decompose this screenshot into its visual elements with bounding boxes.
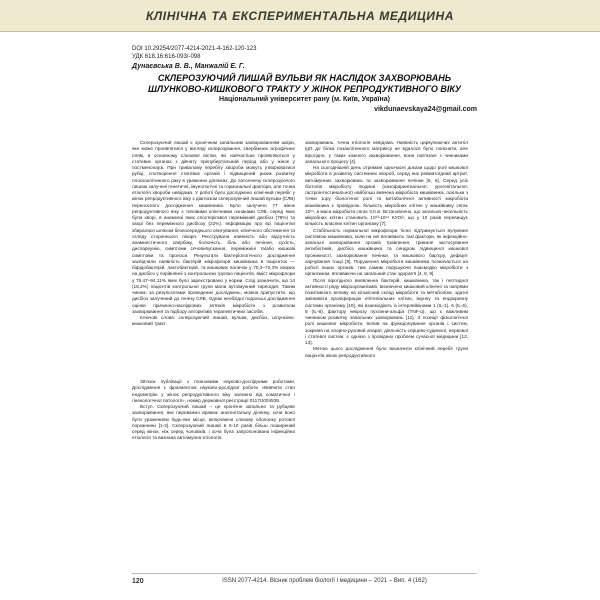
- page-number: 120: [132, 577, 144, 585]
- right-column: [305, 140, 468, 565]
- article-metadata: [132, 46, 256, 61]
- body-paragraph: захворювань, точна етіологія невідома. Наявність циркулюючих антитіл IgG до білка позаклітинного матриксу не вдалося було пояснити, але вірогідно, у таких кожного захворювання, вони пов'язані з чинниками запального процесу [4].: [305, 140, 468, 164]
- body-paragraph: Після вірогідного виявлення бактерій, кишківника, так і пептидної активності ряду мікрооргаанізмів, визначено кишковий клінічні та напрями позитивного впливу на кількісний склад мікробіоти та метаболізм, здатні змінювати проліферацію епітеліальних клітин, імунну та ендокринну системи організму [10], які взаємодіють із інтерлейкінами 1 (IL-1), 6 (IL-6), 8 (IL-8), фактору некрозу пухлини-альфа (TNF-α), що є важливим чинником розвитку запальних захворювань [11]. З позиції фізіологічної ролі кишкової мікробіоти, вплив на функціонування органів і систем, зокрема на опорно-руховий апарат, діяльність серцево-судинної, нервової і статевої систем, є однією з провідних проблем сучасної медицини [12, 13].: [305, 277, 468, 345]
- abstract-paragraph: Склерозуючий лишай є хронічним запальним захворюванням шкіри, яке може проявлятися у вигляді склерозування, свербіжних атрофічних плям, в основному слизової вістки, які найчастіше проявляються у статевих органах з дівчату препубертальний період або у жінок у постменопаузі. При тривалому перебігу хвороби можуть утворюватися рубці, спотворення статевих органів і підвищений ризик розвитку плоскоклітинного раку в уражених ділянках. До патогенезу склерозуючого лишаю залучені генетичні, імунологічні та гормональні фактори, але точна етіологія хвороби невідома. У роботі було досліджено клінічний перебіг у жінок репродуктивного віку з діагнозом склерозуючий лишай вульви (СЛВ) переносного дослідження кишківника. Було залучено 77 жінок репродуктивного віку з типовими клінічними ознаками СЛВ, серед яких були хворі, в анамнезі яких спостерігався переміжний дисбіоз (78%) та хворі без переміжного дисбіозу (22%). Інформацію про всі пацієнтки збиралася шляхом безпосереднього опитування, клінічного обстеження та огляду стороннього лікаря. Реєстрували наявність або відсутність анамнестичного свербіжу, болючість, біль або печіння, сухість, диспареунію, симптоми сечовипускання, переміжніні та/або кишкові симптоми та проноси. Результати бактеріологічного дослідження засвідчили наявність бактерій мікрофлори кишківника в пацієнток — біфідобактерій, лактобактерій, та кишкових паличок у 70,3–72,3% хворих на дисбіоз у порівнянні з контрольною групою пацієнтів, вміст мікрофлори у 76,47–94,11% яких було зареєстровано у норми. Слід зазначити, що 14 (18,2%) пацієнтів контрольної групи мали аутоімунний тиреоїдит. Таким чином, за результатами проведених досліджень, можна припустити, що дисбіоз залучений до генезу СЛВ. Однак необхідні подальші дослідження оцінки причинно-наслідкових зв'язків мікробіоти з розвитком захворювання та підбору алгоритмів терапевтичних засобів.: [132, 140, 295, 314]
- body-paragraph: Метою цього дослідження було визначити клінічний перебіг групи пацієнтів жінок репродуктивного: [305, 346, 468, 358]
- body-paragraph: Стабільність нормальної мікрофлори тісно підтримується вулумних системою кишківника, коли на неї впливають такі фактори, як інфекційно-запальні захворювання органів травлення, тривале застосування антибіотиків, дисбіоз кишківника та синдром підвищеної кишкової проникності, захворювання печінки, та кишкового бар'єру, дефіцит харчування тощо [8]. Порушення мікробіоти кишківника позначається на роботі інших органів, тим самим порушуючи взаємодію мікробіоти з організмом, впливаючи на загальний стан здоров'я [4, 8, 9].: [305, 227, 468, 277]
- keywords: Ключові слова: склерозуючий лишай, вульва, дисбіоз, шлунково-кишковий тракт.: [132, 315, 295, 327]
- doi: DOI 10.29254/2077-4214-2021-4-162-120-123: [132, 46, 257, 52]
- abstract: [132, 140, 295, 365]
- left-column: [132, 140, 295, 565]
- udc: УДК 618.16:616-093/-098: [132, 53, 201, 60]
- authors: Дунаєвська В. В., Манжалій Е. Г.: [132, 63, 245, 70]
- body-paragraph: Зв'язок публікації з плановими науково-дослідними роботами. Дослідження є фрагментом науково-дослідної роботи «Вивчити стан ендометрію у жінок репродуктивного віку залежно від соматичної і гінекологічної патології», номер державної реєстрації 0117U004539.: [132, 379, 295, 403]
- body-paragraph: На сьогоднішній день отримані одночасні докази щодо ролі кишкової мікробіоти в розвитку системних хвороб, серед них ревматоїдний артрит, автоімунних захворювань та захворювання печінки [5, 6]. Серед усіх біотопів мікробіоту людини (назофарингеальної, урогенітальної, гастроінтестинальної) найбільш вивчена мікробіота кишківника, оскільки з точки зору біологічної ролі та метаболічної активності мікробіота кишківника є провідною. Кількість мікробних клітин у кишківнику сягає 10¹⁴, а маса мікробіоти сягає 3,0 кг. Встановлено, що загальна чисельність мікробних клітин становить 10¹³-10¹⁴ КУО/г, що у 10 разів перевищує кількість власних клітин організму [7].: [305, 165, 468, 227]
- author-email: vikdunaevskaya24@gmail.com: [374, 106, 477, 113]
- journal-citation: ISSN 2077-4214. Вісник проблем біології і медицини – 2021 – Вип. 4 (162): [222, 578, 427, 584]
- section-title: КЛІНІЧНА ТА ЕКСПЕРИМЕНТАЛЬНА МЕДИЦИНА: [145, 8, 455, 23]
- article-title: СКЛЕРОЗУЮЧИЙ ЛИШАЙ ВУЛЬВИ ЯК НАСЛІДОК ЗАХВОРЮВАНЬ ШЛУНКОВО-КИШКОВОГО ТРАКТУ У ЖІНОК РЕПРОДУКТИВНОГО ВІКУ: [148, 73, 461, 94]
- page-footer: [132, 573, 477, 588]
- affiliation: Національний університет рану (м. Київ, Україна): [219, 96, 390, 103]
- section-header-banner: [0, 0, 600, 32]
- body-paragraph: Вступ. Склерозуючий лишай – це хронічне запальне та рубцеве захворювання, яке переважно вражає аногенітальну ділянку, хоча воно бути уражениям будь-яке місце, включаючи слизову оболонку ротової порожнини [1-3]. Склерозуючий лишай в 6-10 разів більш поширений серед жінок, ніж серед чоловіків, і хоча була запропонована інфекційна етіологія та визнана автоімунна етіологія.: [132, 404, 295, 441]
